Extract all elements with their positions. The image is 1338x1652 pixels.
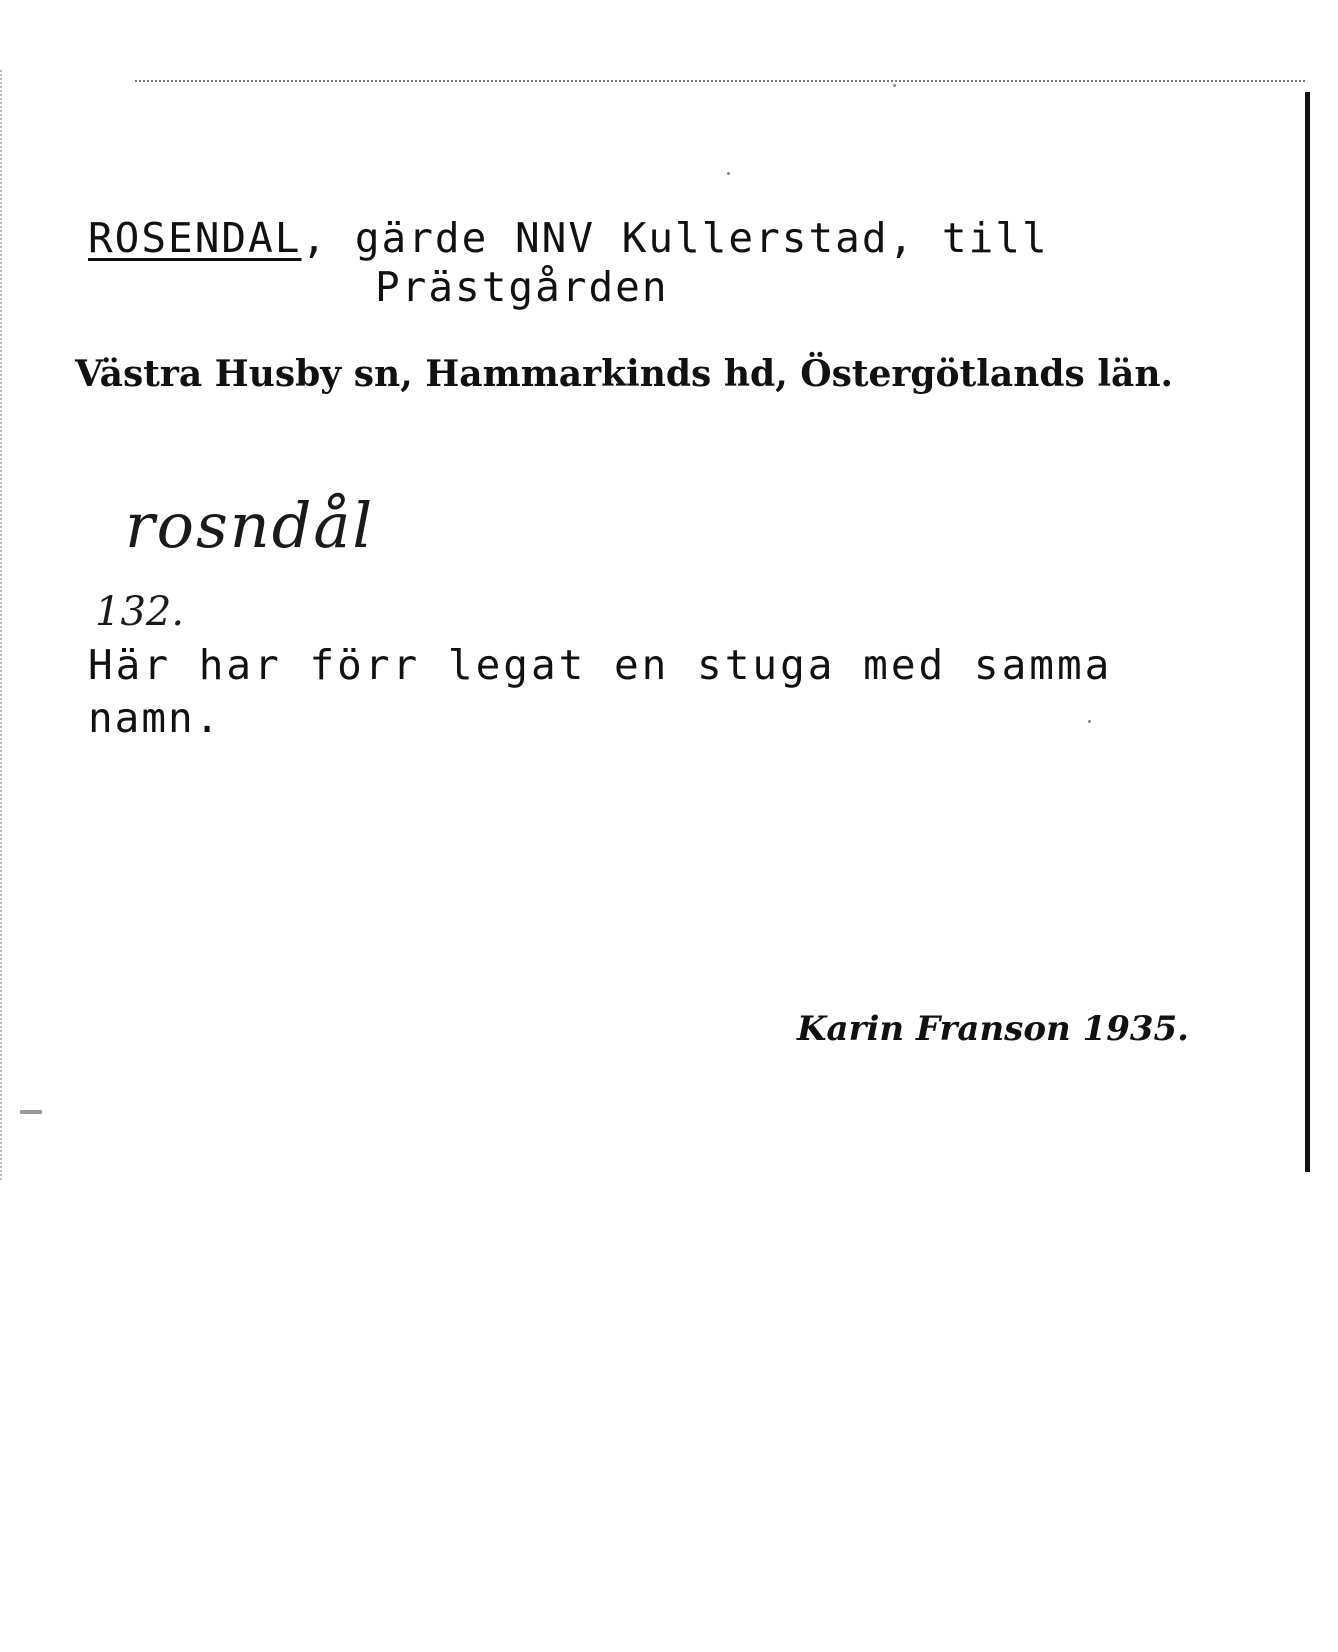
record-number-handwritten: 132. [95,589,185,635]
heading-line-1 [88,214,1049,262]
signature: Karin Franson 1935. [797,1009,1190,1049]
paper-speck [893,84,896,87]
heading-line-2: Prästgården [375,263,669,311]
location-line: Västra Husby sn, Hammarkinds hd, Östergötlands län. [75,353,1174,395]
card-top-edge [135,80,1305,82]
note-line-1: Här har förr legat en stuga med samma [88,641,1113,689]
paper-speck [727,172,730,175]
paper-speck [1088,720,1091,723]
note-line-2: namn. [88,694,222,742]
pronunciation-handwritten: rosndål [125,489,375,562]
card-left-edge [0,70,14,1180]
headword: ROSENDAL [88,214,302,262]
heading-description: , gärde NNV Kullerstad, till [301,214,1049,262]
card-right-edge [1305,92,1310,1172]
paper-speck [20,1110,42,1114]
